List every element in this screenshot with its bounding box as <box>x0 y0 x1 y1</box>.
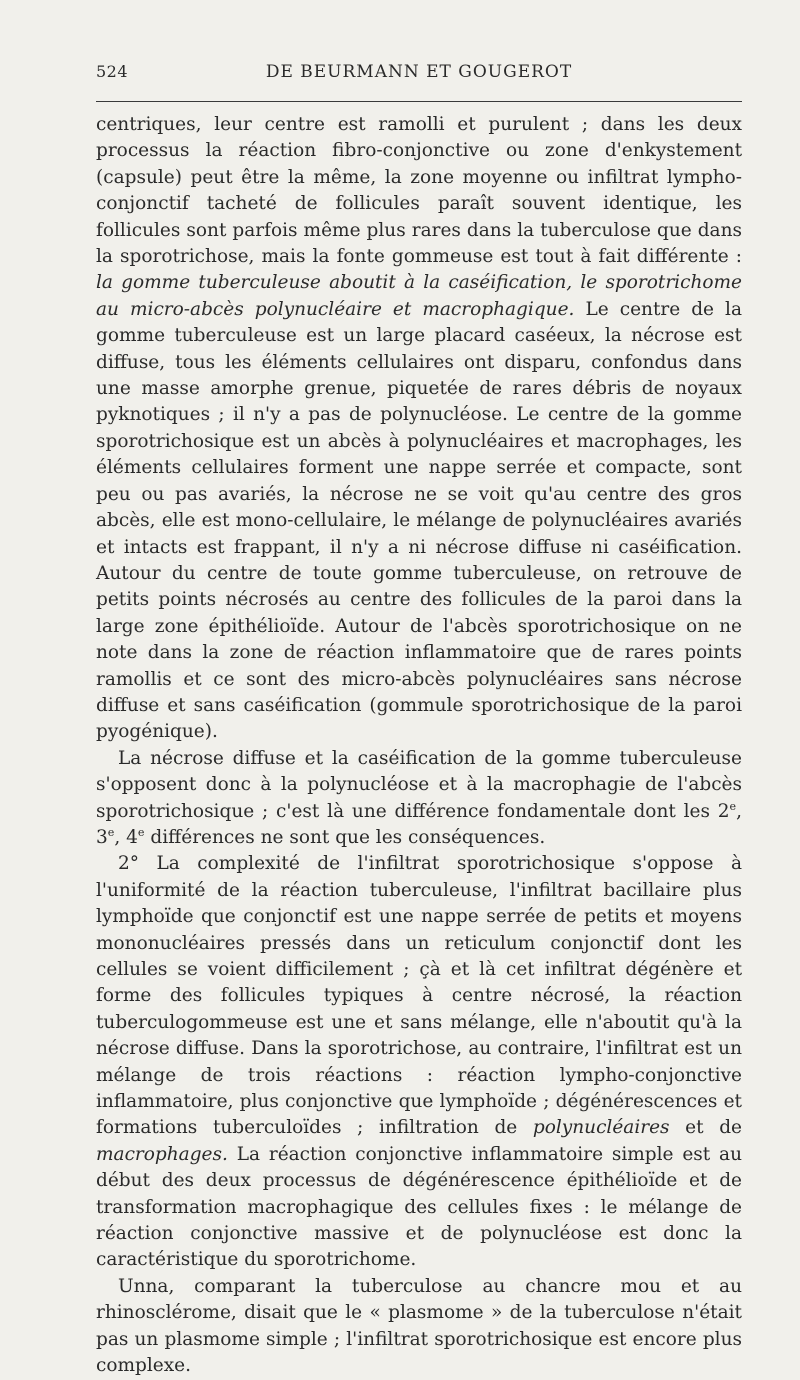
text-run: , 3 <box>96 800 742 848</box>
text-run: centriques, leur centre est ramolli et purulent ; dans les deux processus la réaction fibro-conjonctive ou zone d'enkystement (capsule) peut être la même, la zone moyenne ou infiltrat lympho-conjonctif tacheté de follicules paraît souvent identique, les follicules sont parfois même plus rares dans la tuberculose que dans la sporotrichose, mais la fonte gommeuse est tout à fait différente : <box>96 114 742 268</box>
header-rule <box>96 101 742 102</box>
superscript: e <box>137 825 145 839</box>
italic-run: la gomme tuberculeuse aboutit à la caséification, le sporotrichome au micro-abcès polynucléaire et macrophagique. <box>96 272 742 320</box>
text-run: La nécrose diffuse et la caséification de la gomme tuberculeuse s'opposent donc à la polynucléose et à la macrophagie de l'abcès sporotrichosique ; c'est là une différence fondamentale dont les 2 <box>96 747 742 822</box>
body-text <box>96 112 742 1380</box>
superscript: e <box>107 825 115 839</box>
running-title: DE BEURMANN ET GOUGEROT <box>265 62 573 82</box>
italic-run: macrophages. <box>96 1143 228 1165</box>
text-run: différences ne sont que les conséquences. <box>144 826 546 848</box>
paragraph <box>96 851 742 1274</box>
page-number: 524 <box>96 62 129 81</box>
paragraph <box>96 1274 742 1380</box>
paragraph <box>96 112 742 746</box>
superscript: e <box>729 799 737 813</box>
paragraph <box>96 746 742 852</box>
italic-run: polynucléaires <box>532 1117 670 1139</box>
text-run: 2° La complexité de l'infiltrat sporotrichosique s'oppose à l'uniformité de la réaction tuberculeuse, l'infiltrat bacillaire plus lymphoïde que conjonctif est une nappe serrée de petits et moyens mononucléaires pressés dans un reticulum conjonctif dont les cellules se voient difficilement ; çà et là cet infiltrat dégénère et forme des follicules typiques à centre nécrosé, la réaction tuberculogommeuse est une et sans mélange, elle n'aboutit qu'à la nécrose diffuse. Dans la sporotrichose, au contraire, l'infiltrat est un mélange de trois réactions : réaction lympho-conjonctive inflammatoire, plus conjonctive que lymphoïde ; dégénérescences et formations tuberculoïdes ; infiltration de <box>96 853 742 1139</box>
text-run: Unna, comparant la tuberculose au chancre mou et au rhinosclérome, disait que le « plasmome » de la tuberculose n'était pas un plasmome simple ; l'infiltrat sporotrichosique est encore plus complexe. <box>96 1275 742 1377</box>
text-run: , 4 <box>114 826 138 848</box>
text-run: Le centre de la gomme tuberculeuse est un large placard caséeux, la nécrose est diffuse, tous les éléments cellulaires ont disparu, confondus dans une masse amorphe grenue, piquetée de rares débris de noyaux pyknotiques ; il n'y a pas de polynucléose. Le centre de la gomme sporotrichosique est un abcès à polynucléaires et macrophages, les éléments cellulaires forment une nappe serrée et compacte, sont peu ou pas avariés, la nécrose ne se voit qu'au centre des gros abcès, elle est mono-cellulaire, le mélange de polynucléaires avariés et intacts est frappant, il n'y a ni nécrose diffuse ni caséification. Autour du centre de toute gomme tuberculeuse, on retrouve de petits points nécrosés au centre des follicules de la paroi dans la large zone épithélioïde. Autour de l'abcès sporotrichosique on ne note dans la zone de réaction inflammatoire que de rares points ramollis et ce sont des micro-abcès polynucléaires sans nécrose diffuse et sans caséification (gommule sporotrichosique de la paroi pyogénique). <box>96 298 742 743</box>
text-run: et de <box>669 1117 743 1139</box>
page-header <box>96 62 742 90</box>
text-run: La réaction conjonctive inflammatoire simple est au début des deux processus de dégénérescence épithélioïde et de transformation macrophagique des cellules fixes : le mélange de réaction conjonctive massive et de polynucléose est donc la caractéristique du sporotrichome. <box>96 1143 742 1271</box>
